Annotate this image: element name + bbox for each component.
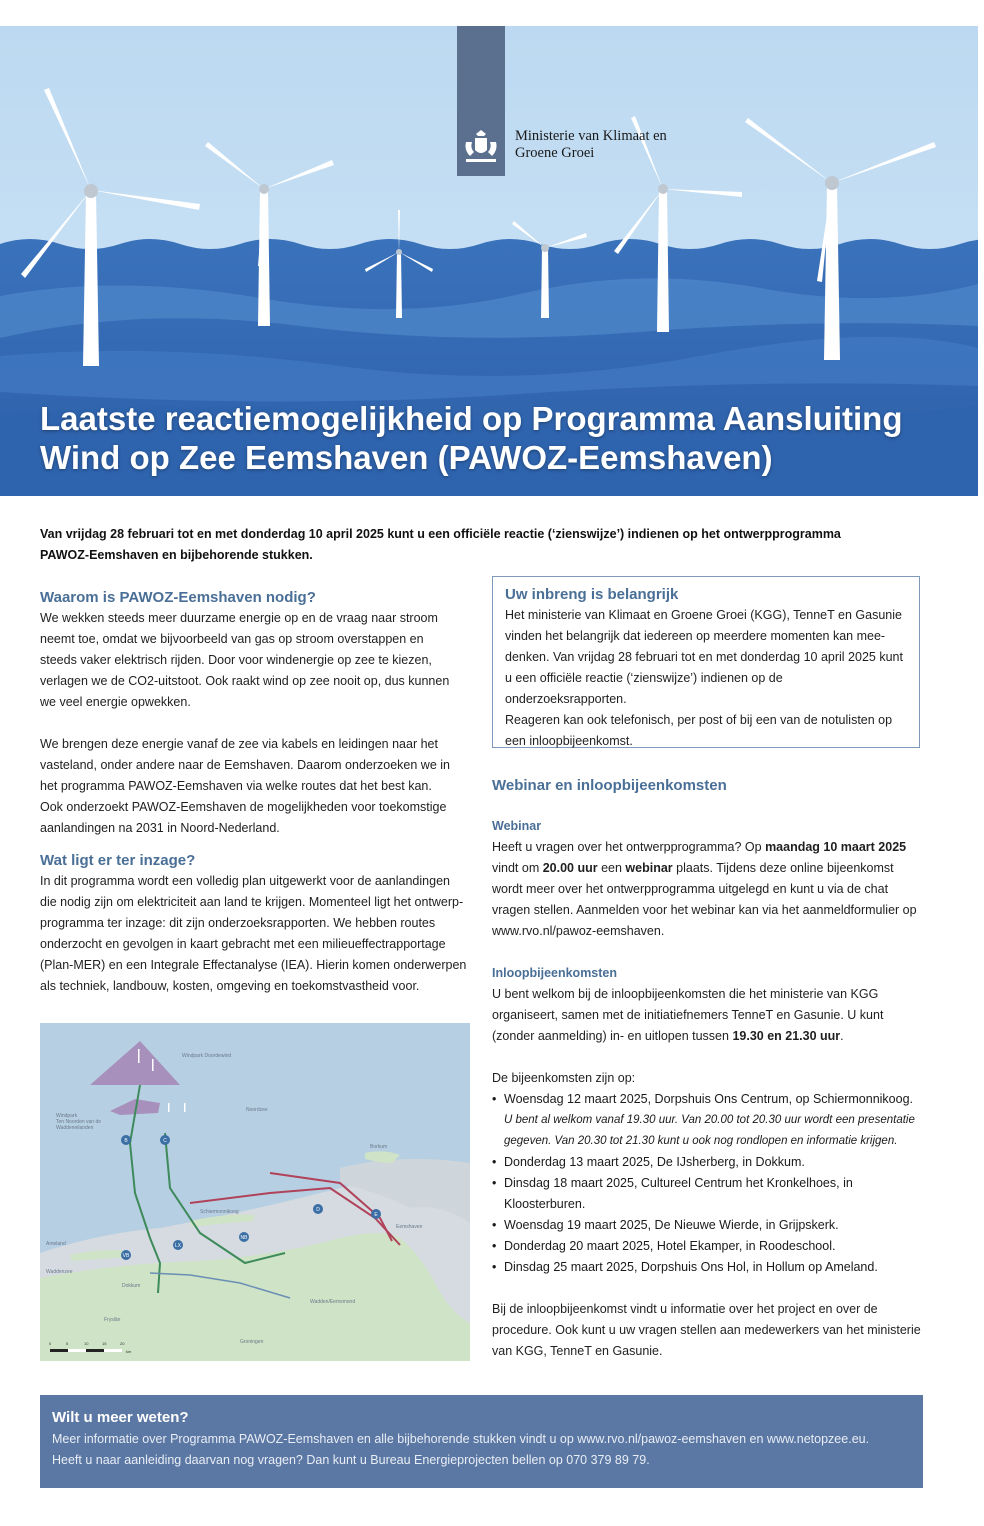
map-marker-label: D	[316, 1207, 320, 1213]
list-item	[492, 1215, 924, 1236]
intro-text	[40, 524, 920, 566]
page-title	[40, 399, 940, 477]
scale-tick: 5	[66, 1341, 69, 1346]
map-label-schiermonnikoog: Schiermonnikoog	[200, 1209, 239, 1215]
text-line: van KGG, TenneT en Gasunie.	[492, 1344, 663, 1358]
list-item	[492, 1173, 924, 1215]
input-heading: Uw inbreng is belangrijk	[505, 586, 679, 603]
list-item	[492, 1152, 924, 1173]
title-line-2: Wind op Zee Eemshaven (PAWOZ-Eemshaven)	[40, 439, 773, 476]
meeting-text: Donderdag 20 maart 2025, Hotel Ekamper, in Roodeschool.	[504, 1239, 836, 1253]
map-label-dokkum: Dokkum	[122, 1283, 141, 1289]
meeting-text: Woensdag 19 maart 2025, De Nieuwe Wierde, in Grijpskerk.	[504, 1218, 839, 1232]
bullet: •	[492, 1260, 497, 1274]
scale-tick: 10	[84, 1341, 89, 1346]
text-run: Heeft u vragen over het ontwerpprogramma? Op	[492, 840, 766, 854]
text-line	[492, 858, 924, 879]
map-label-doordewind: Windpark Doordewind	[182, 1053, 232, 1059]
map-label-noordzee: Noordzee	[246, 1107, 268, 1113]
text-line: vragen stellen. Aanmelden voor het webinar kan via het aanmeldformulier op	[492, 903, 917, 917]
text-line	[492, 1026, 924, 1047]
scale-unit: km	[126, 1349, 132, 1354]
more-info-footer	[40, 1395, 923, 1488]
webinar-time: 20.00 uur	[542, 861, 598, 875]
map-marker-label: NB	[240, 1235, 248, 1241]
map-label-ameland: Ameland	[46, 1241, 66, 1247]
webinar-subheading: Webinar	[492, 819, 542, 833]
map-label-ten-noorden-2: Ten Noorden van de	[56, 1119, 102, 1125]
text-run: plaats. Tijdens deze online bijeenkomst	[672, 861, 894, 875]
bullet: •	[492, 1176, 497, 1190]
list-item	[492, 1236, 924, 1257]
text-line: (Plan-MER) en een Integrale Effectanalyse (IEA). Hierin komen onderwerpen	[40, 958, 467, 972]
footer-line-1[interactable]: Meer informatie over Programma PAWOZ-Eemshaven en alle bijbehorende stukken vindt u op www.rvo.nl/pawoz-eemshaven en www.netopzee.eu.	[52, 1432, 870, 1446]
map-label-eemshaven: Eemshaven	[396, 1224, 423, 1230]
map-label-waddenzee: Waddenzee	[46, 1269, 73, 1275]
text-line: procedure. Ook kunt u uw vragen stellen aan medewerkers van het ministerie	[492, 1323, 921, 1337]
ministry-line-2: Groene Groei	[515, 145, 595, 161]
inloop-hours: 19.30 en 21.30 uur	[732, 1029, 841, 1043]
text-line: vasteland, onder andere naar de Eemshaven. Daarom onderzoeken we in	[40, 758, 450, 772]
ministry-name	[515, 128, 667, 162]
text-line: steeds vaker elektrisch rijden. Door voor windenergie op zee te kiezen,	[40, 653, 432, 667]
text-line: als techniek, landbouw, kosten, omgeving en toekomstvastheid voor.	[40, 979, 420, 993]
map-label-ten-noorden-3: Waddeneilanden	[56, 1125, 94, 1131]
text-line: Ook onderzoekt PAWOZ-Eemshaven de mogelijkheden voor toekomstige	[40, 800, 447, 814]
text-line: aanlandingen na 2031 in Noord-Nederland.	[40, 821, 280, 835]
text-line: die nodig zijn om elektriciteit aan land te krijgen. Momenteel ligt het ontwerp-	[40, 895, 464, 909]
text-line: In dit programma wordt een volledig plan uitgewerkt voor de aanlandingen	[40, 874, 450, 888]
meeting-text: Dinsdag 18 maart 2025, Cultureel Centrum het Kronkelhoes, in	[504, 1176, 853, 1190]
map-label-eemsmond: Wadden/Eemsmond	[310, 1299, 356, 1305]
why-heading: Waarom is PAWOZ-Eemshaven nodig?	[40, 589, 316, 606]
scale-tick: 15	[102, 1341, 107, 1346]
text-run: vindt om	[492, 861, 543, 875]
input-box	[492, 576, 920, 748]
meeting-text: Dinsdag 25 maart 2025, Dorpshuis Ons Hol, in Hollum op Ameland.	[504, 1260, 878, 1274]
bullet: •	[492, 1155, 497, 1169]
meeting-text-cont: Kloosterburen.	[504, 1197, 586, 1211]
text-line: u een officiële reactie (‘zienswijze’) indienen op de onderzoeksrapporten.	[505, 671, 783, 706]
text-line: denken. Van vrijdag 28 februari tot en met donderdag 10 april 2025 kunt	[505, 650, 903, 664]
text-line: U bent welkom bij de inloopbijeenkomsten die het ministerie van KGG	[492, 987, 879, 1001]
bullet: •	[492, 1218, 497, 1232]
text-line: we veel energie opwekken.	[40, 695, 191, 709]
meetings-intro: De bijeenkomsten zijn op:	[492, 1071, 636, 1085]
text-line: Reageren kan ook telefonisch, per post of bij een van de notulisten op	[505, 713, 893, 727]
webinar-section-heading: Webinar en inloopbijeenkomsten	[492, 777, 727, 794]
footer-heading: Wilt u meer weten?	[52, 1409, 189, 1426]
scale-tick: 0	[49, 1341, 52, 1346]
text-line: wordt meer over het ontwerpprogramma uitgelegd en kunt u via de chat	[492, 882, 889, 896]
royal-coat-of-arms-icon	[460, 128, 502, 166]
list-item	[492, 1089, 924, 1152]
text-line: We wekken steeds meer duurzame energie op en de vraag naar stroom	[40, 611, 438, 625]
text-line: vinden het belangrijk dat iedereen op meerdere momenten kan mee-	[505, 629, 886, 643]
webinar-link[interactable]: www.rvo.nl/pawoz-eemshaven.	[492, 924, 665, 938]
text-line: programma ter inzage: dit zijn onderzoeksrapporten. We hebben routes	[40, 916, 436, 930]
route-map	[40, 1023, 470, 1361]
text-run: een	[597, 861, 626, 875]
meetings-list	[492, 1089, 924, 1278]
intro-line-2: PAWOZ-Eemshaven en bijbehorende stukken.	[40, 548, 313, 562]
text-run: (zonder aanmelding) in- en uitlopen tussen	[492, 1029, 733, 1043]
text-line: Het ministerie van Klimaat en Groene Groei (KGG), TenneT en Gasunie	[505, 608, 902, 622]
map-marker-label: E	[374, 1212, 378, 1218]
map-label-ten-noorden-1: Windpark	[56, 1113, 78, 1119]
text-line: organiseert, samen met de initiatiefnemers TenneT en Gasunie. U kunt	[492, 1008, 884, 1022]
text-line: het programma PAWOZ-Eemshaven via welke routes dat het best kan.	[40, 779, 432, 793]
right-column	[492, 776, 924, 1362]
meeting-text: Woensdag 12 maart 2025, Dorpshuis Ons Centrum, op Schiermonnikoog.	[504, 1092, 914, 1106]
text-line: neemt toe, omdat we bijvoorbeeld van gas op stroom overstappen en	[40, 632, 424, 646]
inspection-paragraph	[40, 871, 472, 997]
map-label-borkum: Borkum	[370, 1144, 388, 1150]
bullet: •	[492, 1092, 497, 1106]
map-label-friesland: Fryslân	[104, 1317, 121, 1323]
map-marker-label: B	[124, 1138, 128, 1144]
why-paragraph-2	[40, 734, 472, 839]
left-column	[40, 588, 472, 997]
footer-line-2: Heeft u naar aanleiding daarvan nog vragen? Dan kunt u Bureau Energieprojecten bellen op 070 379 89 79.	[52, 1453, 650, 1467]
bullet: •	[492, 1239, 497, 1253]
webinar-word: webinar	[625, 861, 673, 875]
intro-line-1: Van vrijdag 28 februari tot en met donderdag 10 april 2025 kunt u een officiële reactie (‘zienswijze’) indienen op het ontwerpprogramma	[40, 527, 841, 541]
map-marker-label: LX	[174, 1243, 182, 1249]
map-marker-label: VB	[122, 1253, 130, 1259]
title-line-1: Laatste reactiemogelijkheid op Programma Aansluiting	[40, 400, 903, 437]
map-marker-label: C	[163, 1138, 167, 1144]
scale-tick: 20	[120, 1341, 125, 1346]
text-line: verlagen we de CO2-uitstoot. Ook raakt wind op zee nooit op, dus kunnen	[40, 674, 450, 688]
text-line: onderzocht en gevolgen in kaart gebracht met een milieueffectrapportage	[40, 937, 446, 951]
text-line	[492, 837, 924, 858]
text-line: Bij de inloopbijeenkomst vindt u informatie over het project en over de	[492, 1302, 878, 1316]
text-run: .	[840, 1029, 844, 1043]
text-line: een inloopbijeenkomst.	[505, 734, 633, 748]
ministry-line-1: Ministerie van Klimaat en	[515, 128, 667, 144]
meeting-note-line: U bent al welkom vanaf 19.30 uur. Van 20.00 tot 20.30 uur wordt een presentatie	[504, 1114, 915, 1126]
why-paragraph-1	[40, 608, 472, 713]
inloop-subheading: Inloopbijeenkomsten	[492, 966, 618, 980]
text-line: We brengen deze energie vanaf de zee via kabels en leidingen naar het	[40, 737, 438, 751]
meeting-note-line: gegeven. Van 20.30 tot 21.30 kunt u ook nog rondlopen en informatie krijgen.	[504, 1135, 898, 1147]
webinar-date: maandag 10 maart 2025	[765, 840, 907, 854]
list-item	[492, 1257, 924, 1278]
meeting-text: Donderdag 13 maart 2025, De IJsherberg, in Dokkum.	[504, 1155, 805, 1169]
inspection-heading: Wat ligt er ter inzage?	[40, 852, 196, 869]
map-label-groningen: Groningen	[240, 1339, 264, 1345]
